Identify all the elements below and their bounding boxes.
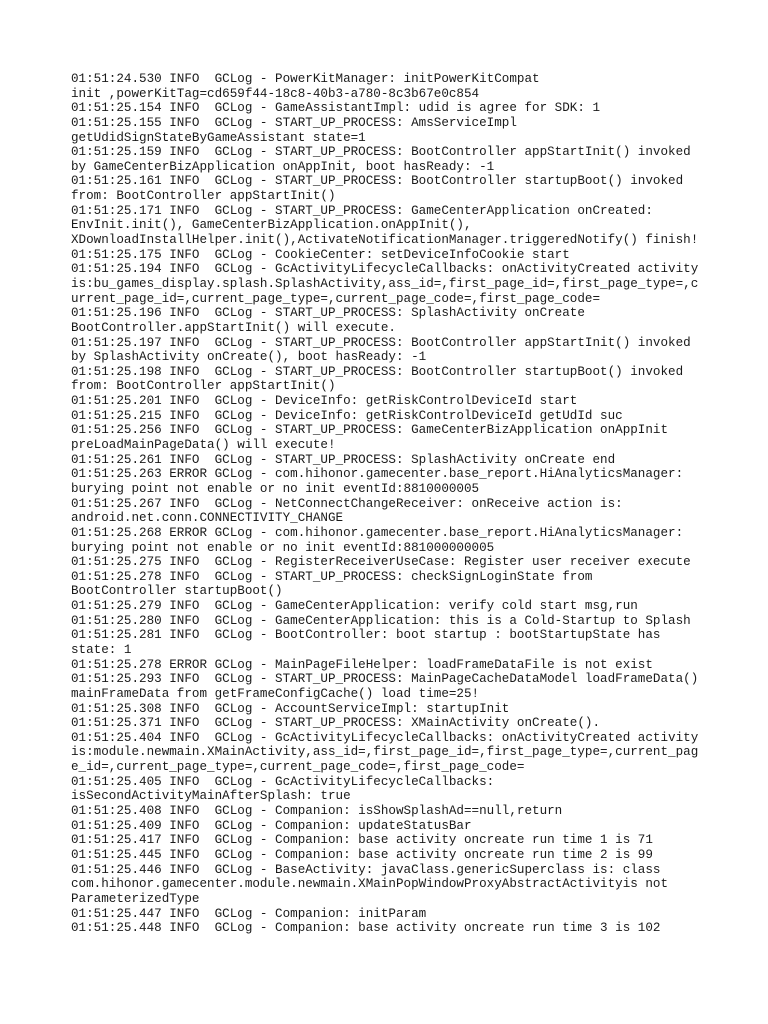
log-line: 01:51:25.161 INFO GCLog - START_UP_PROCESS: BootController startupBoot() invoked (71, 174, 684, 189)
log-line: from: BootController appStartInit() (71, 379, 336, 394)
log-line: 01:51:25.405 INFO GCLog - GcActivityLifecycleCallbacks: (71, 774, 495, 789)
log-line: 01:51:25.155 INFO GCLog - START_UP_PROCESS: AmsServiceImpl (71, 115, 517, 130)
log-line: 01:51:25.417 INFO GCLog - Companion: base activity oncreate run time 1 is 71 (71, 833, 653, 848)
log-line: 01:51:25.154 INFO GCLog - GameAssistantImpl: udid is agree for SDK: 1 (71, 101, 601, 116)
log-line: 01:51:25.281 INFO GCLog - BootController: boot startup : bootStartupState has (71, 628, 661, 643)
log-line: e_id=,current_page_type=,current_page_code=,first_page_code= (71, 760, 525, 775)
log-line: com.hihonor.gamecenter.module.newmain.XMainPopWindowProxyAbstractActivityis not (71, 877, 669, 892)
log-line: 01:51:25.256 INFO GCLog - START_UP_PROCESS: GameCenterBizApplication onAppInit (71, 423, 669, 438)
log-line: 01:51:25.308 INFO GCLog - AccountServiceImpl: startupInit (71, 701, 510, 716)
log-line: by GameCenterBizApplication onAppInit, boot hasReady: -1 (71, 159, 495, 174)
log-line: 01:51:25.197 INFO GCLog - START_UP_PROCESS: BootController appStartInit() invoked (71, 335, 691, 350)
log-line: 01:51:25.278 INFO GCLog - START_UP_PROCESS: checkSignLoginState from (71, 569, 593, 584)
log-line: 01:51:25.215 INFO GCLog - DeviceInfo: getRiskControlDeviceId getUdId suc (71, 408, 623, 423)
log-line: isSecondActivityMainAfterSplash: true (71, 789, 351, 804)
log-document (71, 72, 701, 936)
log-line: BootController.appStartInit() will execute. (71, 320, 396, 335)
log-line: init ,powerKitTag=cd659f44-18c8-40b3-a780-8c3b67e0c854 (71, 86, 480, 101)
log-line: ParameterizedType (71, 891, 200, 906)
log-line: 01:51:25.171 INFO GCLog - START_UP_PROCESS: GameCenterApplication onCreated: (71, 203, 653, 218)
log-line: 01:51:25.408 INFO GCLog - Companion: isShowSplashAd==null,return (71, 804, 563, 819)
log-line: 01:51:25.409 INFO GCLog - Companion: updateStatusBar (71, 818, 472, 833)
log-line: XDownloadInstallHelper.init(),ActivateNotificationManager.triggeredNotify() finish! (71, 233, 699, 248)
log-line: 01:51:25.279 INFO GCLog - GameCenterApplication: verify cold start msg,run (71, 599, 638, 614)
log-line: urrent_page_id=,current_page_type=,current_page_code=,first_page_code= (71, 291, 601, 306)
log-line: 01:51:25.446 INFO GCLog - BaseActivity: javaClass.genericSuperclass is: class (71, 862, 661, 877)
log-line: 01:51:25.263 ERROR GCLog - com.hihonor.gamecenter.base_report.HiAnalyticsManager: (71, 467, 684, 482)
log-line: 01:51:25.278 ERROR GCLog - MainPageFileHelper: loadFrameDataFile is not exist (71, 657, 653, 672)
log-line: 01:51:25.159 INFO GCLog - START_UP_PROCESS: BootController appStartInit() invoked (71, 145, 691, 160)
log-line: 01:51:25.194 INFO GCLog - GcActivityLifecycleCallbacks: onActivityCreated activity (71, 262, 699, 277)
log-line: 01:51:25.268 ERROR GCLog - com.hihonor.gamecenter.base_report.HiAnalyticsManager: (71, 525, 684, 540)
log-line: 01:51:25.201 INFO GCLog - DeviceInfo: getRiskControlDeviceId start (71, 394, 578, 409)
log-line: 01:51:25.196 INFO GCLog - START_UP_PROCESS: SplashActivity onCreate (71, 306, 585, 321)
log-line: 01:51:25.445 INFO GCLog - Companion: base activity oncreate run time 2 is 99 (71, 847, 653, 862)
log-line: 01:51:25.280 INFO GCLog - GameCenterApplication: this is a Cold-Startup to Splash (71, 613, 691, 628)
log-line: 01:51:25.447 INFO GCLog - Companion: initParam (71, 906, 427, 921)
log-line: android.net.conn.CONNECTIVITY_CHANGE (71, 511, 344, 526)
log-line: is:module.newmain.XMainActivity,ass_id=,first_page_id=,first_page_type=,current_pag (71, 745, 699, 760)
log-line: preLoadMainPageData() will execute! (71, 438, 336, 453)
log-line: 01:51:25.293 INFO GCLog - START_UP_PROCESS: MainPageCacheDataModel loadFrameData() (71, 672, 699, 687)
log-line: 01:51:25.175 INFO GCLog - CookieCenter: setDeviceInfoCookie start (71, 247, 570, 262)
log-line: 01:51:25.448 INFO GCLog - Companion: base activity oncreate run time 3 is 102 (71, 921, 661, 936)
log-line: state: 1 (71, 642, 132, 657)
log-line: burying point not enable or no init eventId:881000000005 (71, 540, 495, 555)
log-line: 01:51:25.404 INFO GCLog - GcActivityLifecycleCallbacks: onActivityCreated activity (71, 730, 699, 745)
log-line: 01:51:25.198 INFO GCLog - START_UP_PROCESS: BootController startupBoot() invoked (71, 364, 684, 379)
log-line: 01:51:25.275 INFO GCLog - RegisterReceiverUseCase: Register user receiver execute (71, 555, 691, 570)
log-line: 01:51:25.267 INFO GCLog - NetConnectChangeReceiver: onReceive action is: (71, 496, 623, 511)
log-line: 01:51:25.371 INFO GCLog - START_UP_PROCESS: XMainActivity onCreate(). (71, 716, 601, 731)
log-line: 01:51:24.530 INFO GCLog - PowerKitManager: initPowerKitCompat (71, 72, 540, 86)
log-line: 01:51:25.261 INFO GCLog - START_UP_PROCESS: SplashActivity onCreate end (71, 452, 616, 467)
log-line: from: BootController appStartInit() (71, 189, 336, 204)
log-line: getUdidSignStateByGameAssistant state=1 (71, 130, 366, 145)
log-line: by SplashActivity onCreate(), boot hasReady: -1 (71, 350, 427, 365)
log-line: BootController startupBoot() (71, 584, 283, 599)
log-line: EnvInit.init(), GameCenterBizApplication.onAppInit(), (71, 218, 472, 233)
log-line: is:bu_games_display.splash.SplashActivity,ass_id=,first_page_id=,first_page_type=,c (71, 276, 699, 291)
log-line: mainFrameData from getFrameConfigCache() load time=25! (71, 686, 480, 701)
log-line: burying point not enable or no init eventId:8810000005 (71, 481, 480, 496)
